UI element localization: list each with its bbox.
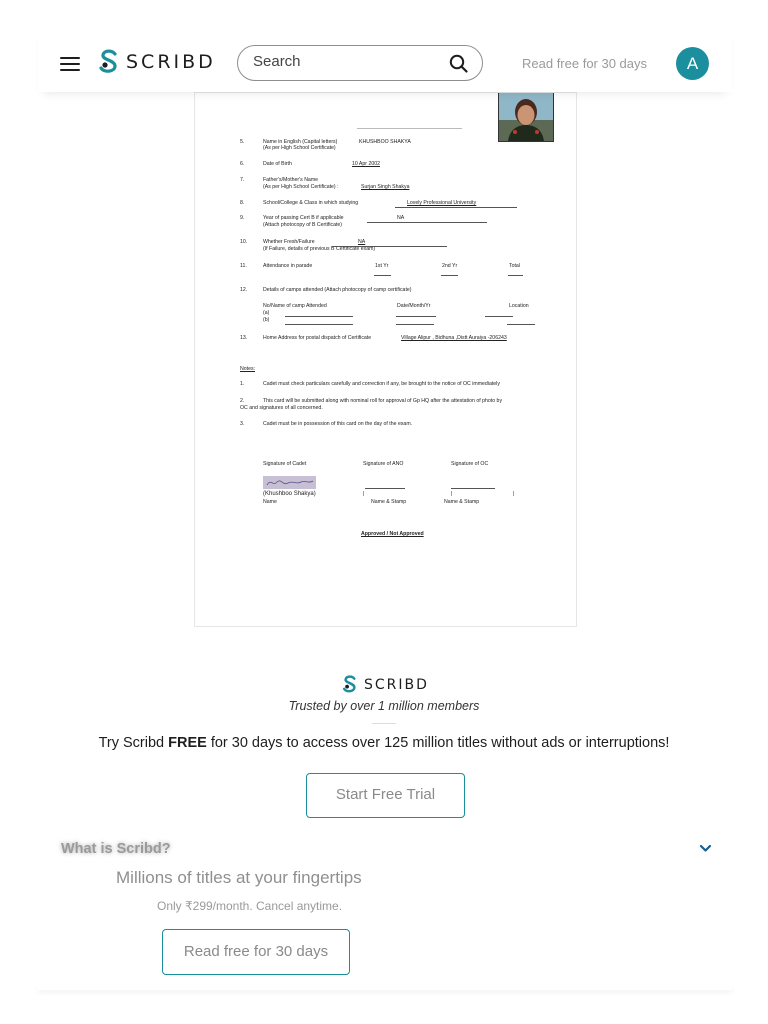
camps-row-a: (a) — [263, 310, 270, 316]
note-3-num: 3. — [240, 421, 245, 427]
item-9-value: NA — [397, 215, 405, 221]
item-11-label: Attendance in parade — [263, 263, 313, 269]
camps-row-b: (b) — [263, 317, 270, 323]
item-11-col2: 2nd Yr — [442, 263, 458, 269]
stamp-label-1: Name & Stamp — [371, 499, 407, 505]
cadet-photo — [498, 92, 554, 142]
note-1-text: Cadet must check particulars carefully and correction if any, be brought to the notice of OC immediately — [263, 381, 500, 387]
item-9-label: Year of passing Cert B if applicable — [263, 215, 344, 221]
scribd-logo-icon — [342, 675, 358, 694]
note-3-text: Cadet must be in possession of this card on the day of the exam. — [263, 421, 413, 427]
item-11-col3: Total — [509, 263, 520, 269]
item-5-num: 5. — [240, 139, 245, 145]
note-2-text: This card will be submitted along with nominal roll for approval of Gp HQ after the attestation of photo by — [263, 398, 503, 404]
brand-name: SCRIBD — [126, 51, 216, 73]
item-7-value: Surjan Singh Shakya — [361, 184, 410, 190]
item-12-num: 12. — [240, 287, 248, 293]
item-5-label: Name in English (Capital letters) — [263, 139, 338, 145]
pipe-2: | — [451, 491, 453, 497]
item-8-label: School/College & Class in which studying — [263, 200, 359, 206]
tagline-post: for 30 days to access over 125 million titles without ads or interruptions! — [206, 735, 670, 751]
what-is-scribd-toggle[interactable]: What is Scribd? — [61, 841, 171, 857]
item-10-value: NA — [358, 239, 366, 245]
cadet-name: (Khushboo Shakya) — [263, 491, 316, 497]
scribd-logo[interactable] — [98, 49, 216, 75]
item-10-label: Whether Fresh/Failure — [263, 239, 315, 245]
camps-header-3: Location — [509, 303, 529, 309]
promo-brand-name: SCRIBD — [364, 676, 429, 693]
sig-ano-label: Signature of ANO — [363, 461, 404, 467]
cadet-signature-image — [263, 476, 316, 489]
item-6-label: Date of Birth — [263, 161, 292, 167]
item-9-num: 9. — [240, 215, 245, 221]
search-box[interactable] — [237, 45, 483, 81]
note-2-text-cont: OC and signatures of all concerned. — [240, 405, 323, 411]
notes-title: Notes: — [240, 366, 255, 372]
promo-logo — [342, 675, 429, 694]
section-divider — [38, 984, 732, 990]
note-1-num: 1. — [240, 381, 245, 387]
item-10-sub: (If Failure, details of previous B Certificate exam) — [263, 246, 376, 252]
item-6-num: 6. — [240, 161, 245, 167]
millions-heading: Millions of titles at your fingertips — [116, 868, 362, 887]
item-7-num: 7. — [240, 177, 245, 183]
chevron-down-icon[interactable] — [699, 844, 712, 853]
stamp-label-2: Name & Stamp — [444, 499, 480, 505]
top-header — [38, 28, 732, 92]
item-7-label: Father's/Mother's Name — [263, 177, 319, 183]
price-text: Only ₹299/month. Cancel anytime. — [157, 899, 343, 913]
tagline-bold: FREE — [168, 735, 207, 751]
trusted-text: Trusted by over 1 million members — [288, 699, 480, 713]
item-13-num: 13. — [240, 335, 248, 341]
approved-label: Approved / Not Approved — [361, 531, 424, 537]
menu-icon[interactable] — [60, 57, 80, 71]
sig-oc-label: Signature of OC — [451, 461, 489, 467]
tagline-pre: Try Scribd — [98, 735, 169, 751]
pipe-3: | — [513, 491, 515, 497]
cadet-name-label: Name — [263, 499, 277, 505]
sig-cadet-label: Signature of Cadet — [263, 461, 307, 467]
item-8-value: Lovely Professional University — [407, 200, 477, 206]
item-5-value: KHUSHBOO SHAKYA — [359, 139, 411, 145]
item-8-num: 8. — [240, 200, 245, 206]
scribd-logo-icon — [98, 49, 120, 75]
document-page — [194, 92, 577, 627]
item-12-label: Details of camps attended (Attach photocopy of camp certificate) — [263, 287, 412, 293]
item-13-value: Village Alipur , Bidhuna ,Distt Auraiya -206243 — [401, 335, 507, 341]
camps-header-2: Date/Month/Yr — [397, 303, 431, 309]
item-9-sub: (Attach photocopy of B Certificate) — [263, 222, 343, 228]
note-2-num: 2. — [240, 398, 245, 404]
camps-header-1: No/Name of camp Attended — [263, 303, 327, 309]
item-5-sub: (As per High School Certificate) — [263, 145, 336, 151]
start-free-trial-button[interactable]: Start Free Trial — [306, 773, 465, 818]
item-11-num: 11. — [240, 263, 247, 269]
item-6-value: 10 Apr 2002 — [352, 161, 380, 167]
item-13-label: Home Address for postal dispatch of Certificate — [263, 335, 372, 341]
read-free-button[interactable]: Read free for 30 days — [162, 929, 350, 975]
read-free-link[interactable]: Read free for 30 days — [522, 56, 648, 71]
search-icon[interactable] — [449, 54, 468, 73]
promo-tagline — [0, 735, 768, 751]
avatar[interactable]: A — [676, 47, 709, 80]
item-10-num: 10. — [240, 239, 248, 245]
divider — [372, 723, 396, 724]
search-input[interactable] — [253, 53, 433, 70]
item-7-sub: (As per High School Certificate) : — [263, 184, 339, 190]
pipe-1: | — [363, 491, 365, 497]
item-11-col1: 1st Yr — [375, 263, 389, 269]
